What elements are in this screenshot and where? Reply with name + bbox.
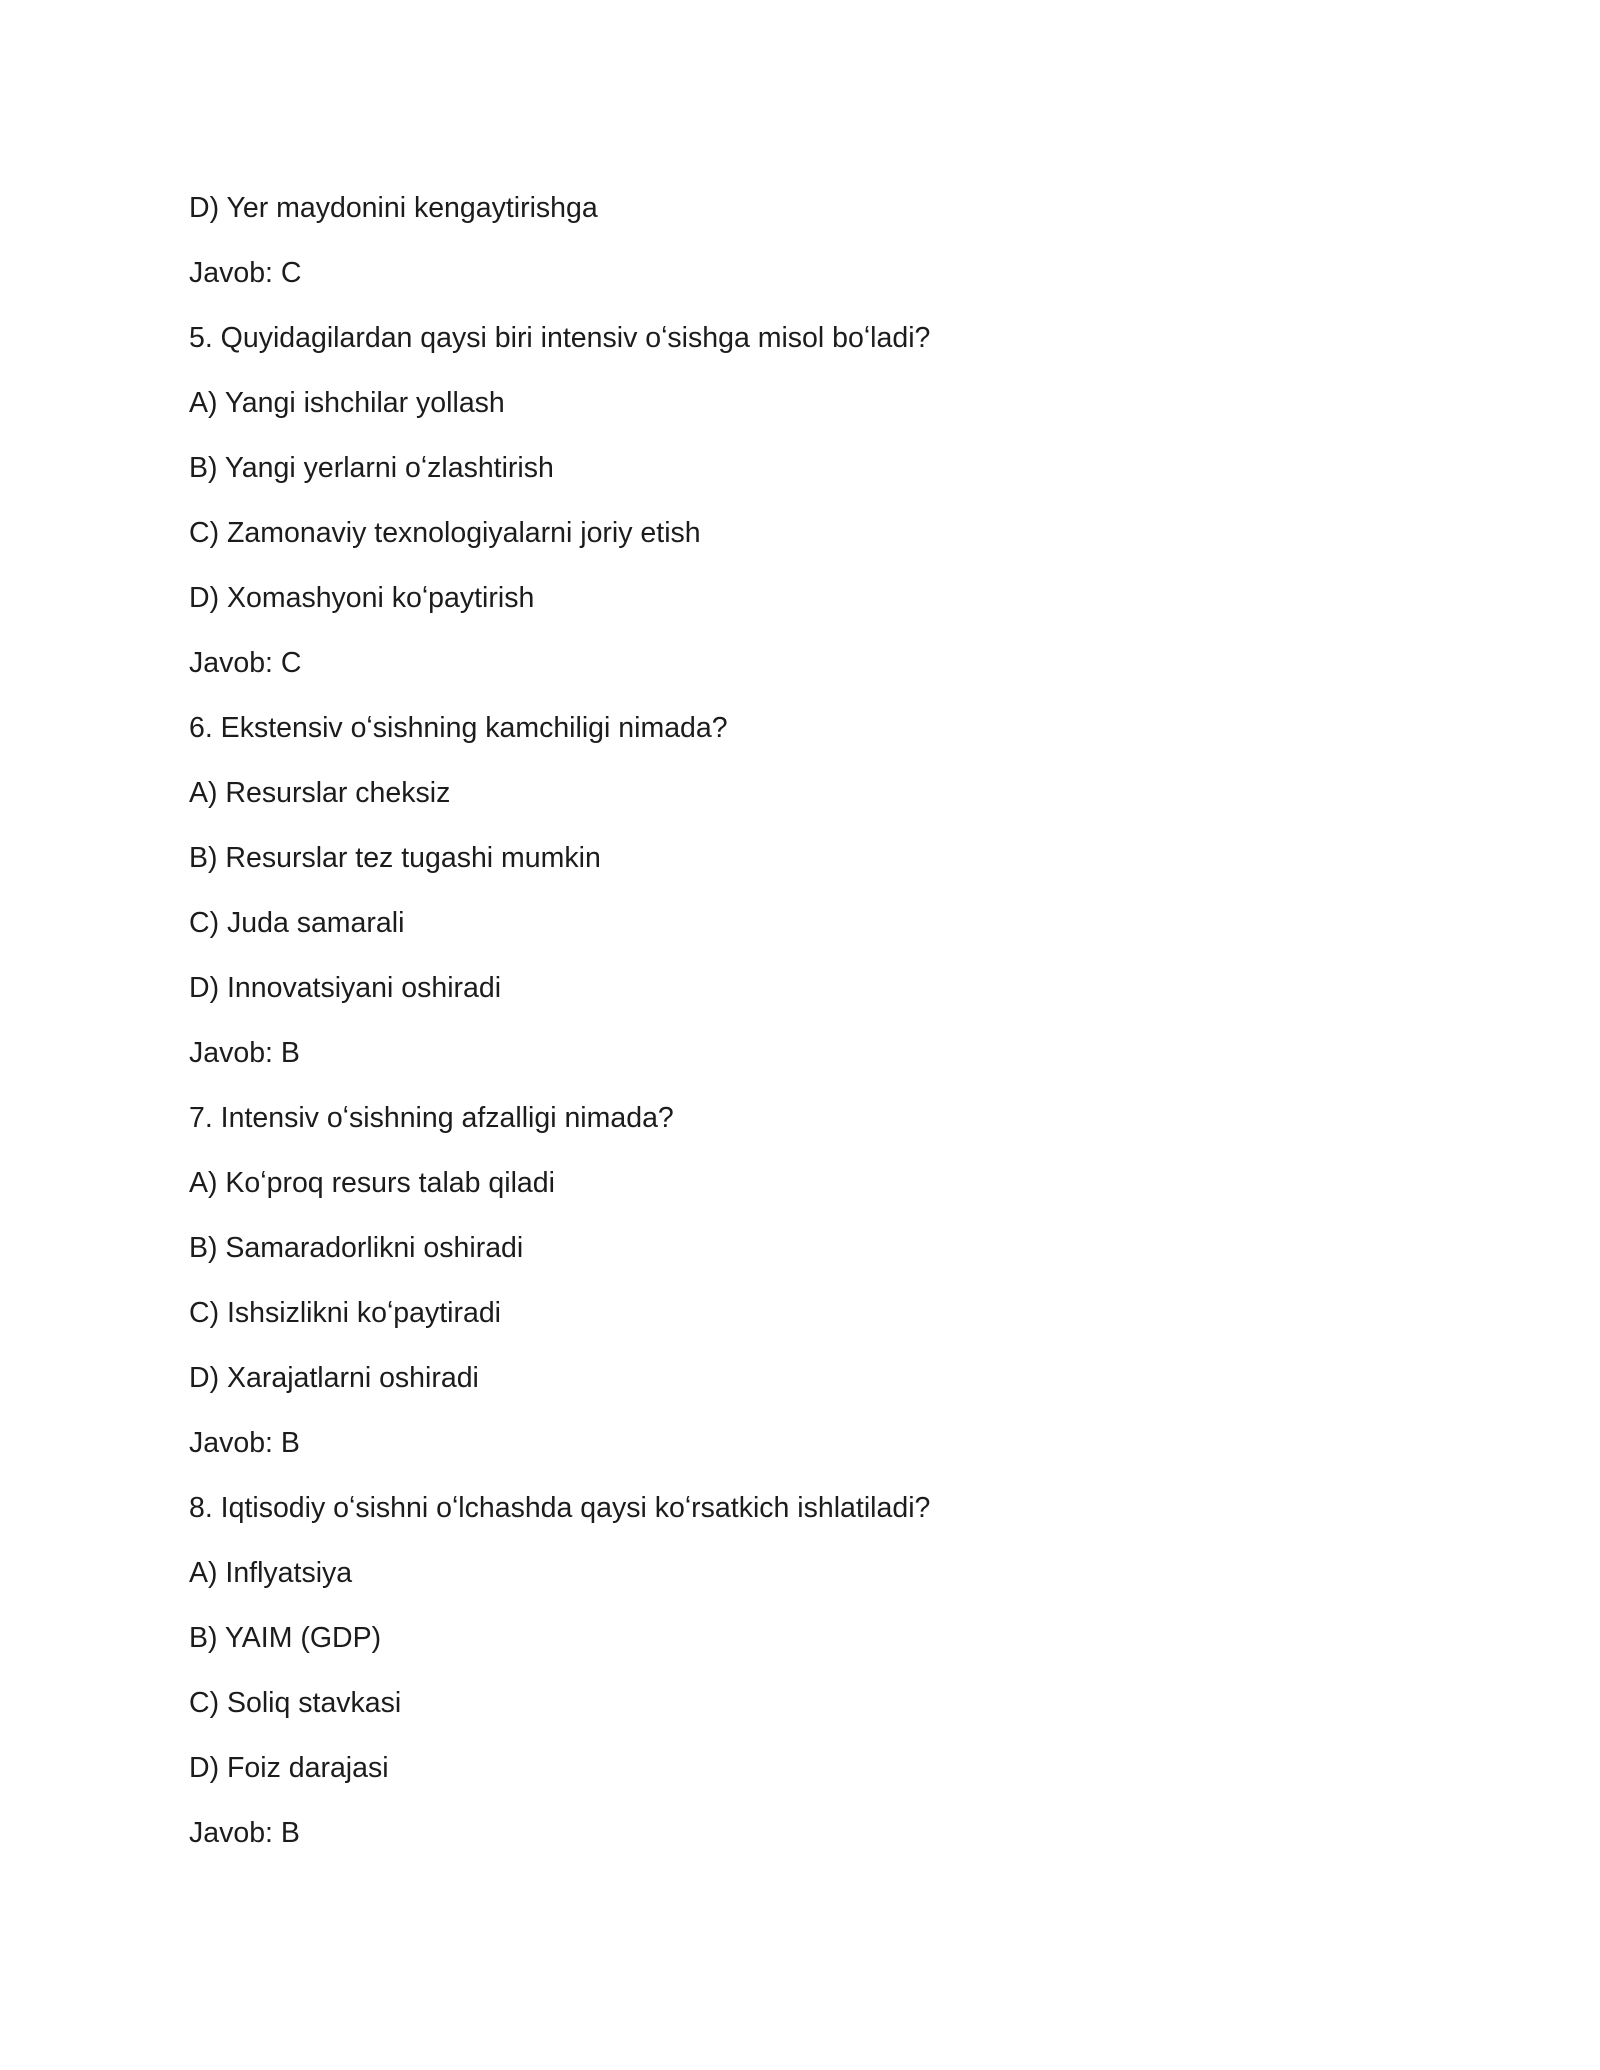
option-d-text: D) Innovatsiyani oshiradi [189,972,502,1004]
option-d-text: D) Yer maydonini kengaytirishga [189,192,598,224]
question-7-text: 7. Intensiv oʻsishning afzalligi nimada? [189,1102,674,1134]
answer-text: Javob: B [189,1037,300,1069]
question-5-text: 5. Quyidagilardan qaysi biri intensiv oʻsishga misol boʻladi? [189,322,931,354]
option-c-text: C) Soliq stavkasi [189,1687,402,1719]
option-b-text: B) Resurslar tez tugashi mumkin [189,842,601,874]
option-b-text: B) Yangi yerlarni oʻzlashtirish [189,452,554,484]
option-c-text: C) Juda samarali [189,907,405,939]
option-d-text: D) Xomashyoni koʻpaytirish [189,582,535,614]
option-a-text: A) Yangi ishchilar yollash [189,387,505,419]
question-8-text: 8. Iqtisodiy oʻsishni oʻlchashda qaysi koʻrsatkich ishlatiladi? [189,1492,931,1524]
option-c-text: C) Zamonaviy texnologiyalarni joriy etish [189,517,701,549]
option-a-text: A) Koʻproq resurs talab qiladi [189,1167,555,1199]
option-d-text: D) Xarajatlarni oshiradi [189,1362,479,1394]
option-d-text: D) Foiz darajasi [189,1752,389,1784]
answer-text: Javob: C [189,647,302,679]
option-b-text: B) YAIM (GDP) [189,1622,382,1654]
answer-text: Javob: B [189,1817,300,1849]
option-a-text: A) Resurslar cheksiz [189,777,451,809]
answer-text: Javob: B [189,1427,300,1459]
question-6-text: 6. Ekstensiv oʻsishning kamchiligi nimada? [189,712,728,744]
answer-text: Javob: C [189,257,302,289]
option-b-text: B) Samaradorlikni oshiradi [189,1232,524,1264]
option-c-text: C) Ishsizlikni koʻpaytiradi [189,1297,502,1329]
option-a-text: A) Inflyatsiya [189,1557,353,1589]
quiz-content [189,186,1419,1876]
